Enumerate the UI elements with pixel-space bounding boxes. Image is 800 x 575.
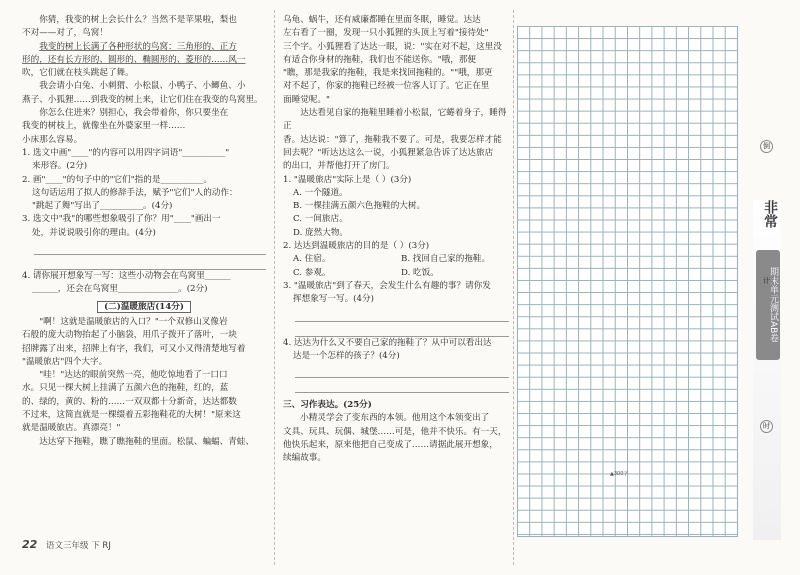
- passage-text: 的出口，并帮他打开了房门。: [283, 161, 395, 172]
- option-a[interactable]: A. 一个隧道。: [293, 187, 348, 198]
- passage-text: 左右看了一圈，发现一只小狐狸的头顶上写着"接待处": [283, 28, 489, 39]
- prompt-text: 他快乐起来，原来他把自己变成了……请据此展开想象，: [283, 440, 498, 451]
- passage-text: 有适合你身材的拖鞋，我们也不能送你。"哦，那便: [283, 54, 477, 65]
- question-3-cont: 处，并说说吸引你的理由。(4分): [32, 227, 156, 238]
- question-4-cont: ______，还会在鸟窝里______________。(2分): [32, 284, 208, 295]
- passage-text: 的、绿的，黄的、粉的……一双双都十分新奇，达达都数: [22, 396, 237, 407]
- question-4[interactable]: 4. 请你展开想象写一写：这些小动物会在鸟窝里______: [22, 271, 231, 282]
- option-d[interactable]: D. 吃饭。: [401, 267, 439, 278]
- page-footer: [22, 538, 111, 551]
- question-1[interactable]: 1. 选文中画"____"的内容可以用四字词语"__________": [22, 147, 230, 158]
- option-c[interactable]: C. 参观。: [293, 267, 331, 278]
- passage-text: 小床那么容易。: [22, 134, 83, 145]
- page-number: 22: [22, 538, 38, 551]
- passage-text: 三个字。小狐狸看了达达一眼，说："实在对不起，这里没: [283, 41, 502, 52]
- answer-line[interactable]: [295, 380, 509, 393]
- circle-marker: 计: [760, 275, 773, 288]
- option-c[interactable]: C. 一间旅店。: [293, 214, 348, 225]
- writing-grid[interactable]: [517, 26, 738, 537]
- answer-line[interactable]: [295, 324, 509, 337]
- passage-text: 我变的树枝上，就像坐在外婆家里一样……: [22, 121, 186, 132]
- section-3-title: 三、习作表达。(25分): [283, 400, 372, 411]
- left-column: [22, 14, 266, 449]
- question-2-cont: 这句话运用了拟人的修辞手法，赋予"它们"人的动作：: [32, 187, 238, 198]
- circle-marker: 时: [760, 420, 773, 433]
- passage-text: 燕子、小狐狸……到我变的树上来，让它们住在我变的鸟窝里。: [22, 94, 263, 105]
- passage-text: 对不起了，你家的拖鞋已经被一位客人订了。它正在里: [283, 81, 490, 92]
- footer-text: 语文三年级 下 RJ: [46, 541, 111, 551]
- passage-text: "温暖旅店"四个大字。: [22, 356, 108, 367]
- passage-text: 吹，它们就在枝头跳起了舞。: [22, 68, 134, 79]
- option-d[interactable]: D. 庞然大物。: [293, 227, 349, 238]
- passage-text: 回去呢？"听达达这么一说，小狐狸紧急告诉了达达旅店: [283, 147, 494, 158]
- answer-line[interactable]: [34, 257, 266, 270]
- section-2-title: (二)温暖旅店(14分): [97, 301, 191, 313]
- passage-text: 不过来，这简直就是一棵缀着五彩拖鞋花的大树！"原来这: [22, 410, 241, 421]
- option-b[interactable]: B. 一棵挂满五颜六色拖鞋的大树。: [293, 201, 426, 212]
- question-3-cont: 挥想象写一写。(4分): [293, 294, 374, 305]
- passage-text: 达达看见自家的拖鞋里睡着小松鼠，它蜷着身子，睡得正: [283, 108, 507, 132]
- answer-line[interactable]: [295, 365, 509, 378]
- passage-text: 招牌露了出来，招牌上有字，我们，可又小又得清楚地写着: [22, 343, 246, 354]
- passage-text: 你怎么住进来？别担心，我会带着你，你只要坐在: [39, 108, 229, 119]
- passage-text: 面睡觉呢。": [283, 94, 330, 105]
- question-2[interactable]: 2. 达达到温暖旅店的目的是（ ）(3分): [283, 241, 430, 252]
- question-2[interactable]: 2. 画"____"的句子中的"它们"指的是__________。: [22, 174, 213, 185]
- middle-column: [283, 14, 509, 466]
- answer-line[interactable]: [295, 309, 509, 322]
- question-4[interactable]: 4. 达达为什么又不要自己家的拖鞋了？从中可以看出达: [283, 337, 492, 348]
- option-b[interactable]: B. 找回自己家的拖鞋。: [401, 254, 491, 265]
- passage-text: 乌龟、蜗牛，还有威廉都睡在里面冬眠，睡觉。达达: [283, 15, 481, 25]
- question-2-cont: "跳起了舞"写出了__________。(4分): [32, 201, 173, 212]
- passage-text: "哇！"达达的眼前突然一亮，他吃惊地看了一口口: [39, 370, 228, 381]
- passage-text: 我会请小白兔、小刺猬、小松鼠、小鸭子、小鲫鱼、小: [39, 81, 246, 92]
- word-count-mark: ▲300字: [610, 471, 629, 477]
- question-4-cont: 达是一个怎样的孩子？(4分): [293, 350, 400, 361]
- passage-text: 水。只见一棵大树上挂满了五颜六色的拖鞋，红的，蓝: [22, 383, 229, 394]
- answer-line[interactable]: [34, 242, 266, 255]
- passage-text: 达达穿下拖鞋，瞧了瞧拖鞋的里面。松鼠、蝙蝠、青蛙、: [39, 436, 255, 447]
- question-3[interactable]: 3. "温暖旅店"到了春天，会发生什么有趣的事？请你发: [283, 280, 491, 291]
- passage-text: "啊！这就是温暖旅店的入口？"一个双修山叉像岩: [39, 316, 228, 327]
- underlined-text: 我变的树上长满了各种形状的鸟窝：三角形的、正方: [39, 41, 237, 52]
- prompt-text: 文具、玩具、玩偶、城堡……可是，他并不快乐。有一天，: [283, 426, 507, 437]
- option-a[interactable]: A. 住宿。: [293, 254, 331, 265]
- underlined-text: 形的，还有长方形的、圆形的、椭圆形的、菱形的……风一: [22, 54, 246, 65]
- passage-text: 香。达达说："算了，拖鞋我不要了。可是，我要怎样才能: [283, 134, 502, 145]
- prompt-text: 续编故事。: [283, 453, 326, 464]
- brand-subtitle: 期末单元测试AB卷: [756, 250, 780, 360]
- section-title: [22, 301, 266, 314]
- passage-text: 你猜，我变的树上会长什么？当然不是苹果啦，梨也: [39, 15, 237, 25]
- passage-text: 石般的庞大动物抬起了小脑袋，用爪子拨开了落叶，一块: [22, 330, 237, 341]
- brand-title: 非常: [762, 200, 778, 228]
- question-1[interactable]: 1. "温暖旅店"实际上是（ ）(3分): [283, 174, 412, 185]
- column-divider: [274, 10, 275, 565]
- passage-text: "瞧，那是我家的拖鞋，我是来找回拖鞋的。""哦，那更: [283, 68, 493, 79]
- prompt-text: 小精灵学会了变东西的本领。他用这个本领变出了: [300, 413, 490, 424]
- passage-text: 不对——对了，鸟窝！: [22, 28, 108, 39]
- question-1-cont: 来形容。(2分): [32, 161, 88, 172]
- passage-text: 就是温暖旅店。真漂亮！": [22, 423, 121, 434]
- question-3[interactable]: 3. 选文中"我"的哪些想象吸引了你？用"____"画出一: [22, 214, 221, 225]
- options-row: [283, 253, 509, 266]
- options-row: [283, 267, 509, 280]
- circle-marker: 倒: [760, 140, 773, 153]
- column-divider: [513, 10, 514, 565]
